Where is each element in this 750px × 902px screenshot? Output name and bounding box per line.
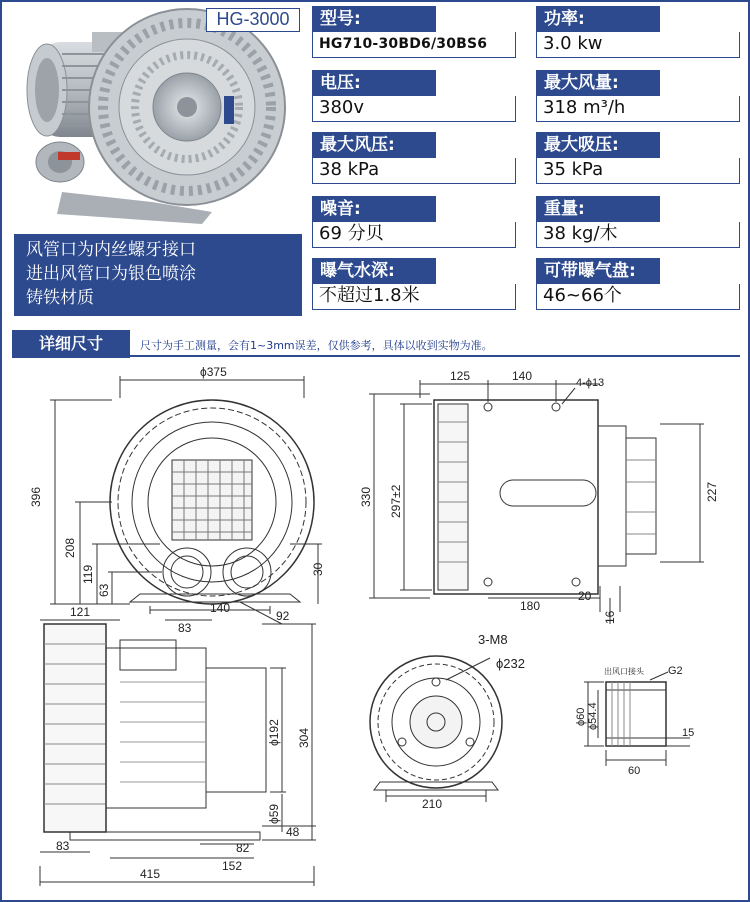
spec-noise (312, 196, 516, 248)
dim-text: 15 (682, 727, 695, 739)
dim-text: 297±2 (389, 484, 403, 518)
dim-text: 304 (297, 727, 311, 748)
dim-text: 20 (578, 589, 592, 603)
blower-illustration (2, 2, 300, 232)
spec-label: 最大吸压: (536, 132, 660, 158)
dim-text: 415 (140, 867, 161, 881)
spec-value: 38 kg/木 (536, 222, 740, 248)
spec-label: 噪音: (312, 196, 436, 222)
measurement-note: 尺寸为手工测量，会有1~3mm误差，仅供参考，具体以收到实物为准。 (140, 339, 493, 352)
spec-model (312, 6, 516, 58)
detail-divider (130, 355, 740, 357)
spec-aeration-depth (312, 258, 516, 310)
spec-label: 功率: (536, 6, 660, 32)
detail-header (2, 330, 748, 358)
description-line: 铸铁材质 (26, 288, 94, 308)
outlet-view (584, 672, 690, 766)
dim-text: 92 (276, 609, 290, 623)
dim-text: ϕ232 (496, 656, 525, 671)
dim-text: 82 (236, 841, 250, 855)
spec-label: 电压: (312, 70, 436, 96)
dim-text: 60 (628, 765, 641, 777)
spec-voltage (312, 70, 516, 122)
spec-label: 型号: (312, 6, 436, 32)
dim-text: ϕ192 (267, 719, 281, 746)
dim-text: 119 (81, 564, 95, 584)
model-tag: HG-3000 (206, 8, 300, 32)
spec-weight (536, 196, 740, 248)
dim-text: G2 (668, 665, 683, 677)
spec-value: 不超过1.8米 (312, 284, 516, 310)
spec-value: 380v (312, 96, 516, 122)
spec-value: HG710-30BD6/30BS6 (312, 32, 516, 58)
spec-max-airflow (536, 70, 740, 122)
dim-text: ϕ59 (267, 803, 281, 824)
spec-label: 曝气水深: (312, 258, 436, 284)
dim-text: 121 (70, 605, 91, 619)
dimension-drawings (0, 362, 750, 902)
spec-label: 可带曝气盘: (536, 258, 660, 284)
dim-text: 140 (512, 369, 533, 383)
description-line: 进出风管口为银色喷涂 (26, 264, 196, 284)
bottom-view (40, 624, 316, 886)
spec-max-pressure (312, 132, 516, 184)
front-view (40, 376, 322, 624)
description-line: 风管口为内丝螺牙接口 (26, 240, 196, 260)
spec-aeration-discs (536, 258, 740, 310)
spec-value: 35 kPa (536, 158, 740, 184)
spec-max-suction (536, 132, 740, 184)
dim-text: 208 (63, 537, 77, 558)
spec-label: 最大风量: (536, 70, 660, 96)
flange-view (370, 656, 502, 802)
dim-text: 3-M8 (478, 632, 508, 647)
spec-value: 46~66个 (536, 284, 740, 310)
dim-text: 210 (422, 797, 443, 811)
dim-text: 83 (56, 839, 70, 853)
spec-value: 69 分贝 (312, 222, 516, 248)
dim-text: 227 (705, 481, 719, 502)
spec-label: 重量: (536, 196, 660, 222)
dim-text: 4-ϕ13 (576, 377, 605, 389)
spec-value: 38 kPa (312, 158, 516, 184)
dim-text: 125 (450, 369, 471, 383)
dim-text: ϕ375 (200, 365, 227, 379)
dim-text: 48 (286, 825, 300, 839)
dim-text: ϕ60 (575, 707, 587, 726)
dim-text: 152 (222, 859, 243, 873)
dim-text: 16 (603, 610, 617, 624)
dim-text: ϕ54.4 (587, 702, 599, 730)
dim-text: 30 (311, 562, 325, 576)
detail-tab: 详细尺寸 (12, 330, 130, 358)
dim-text: 330 (359, 486, 373, 507)
dim-text: 出风口接头 (604, 667, 644, 676)
dim-text: 83 (178, 621, 192, 635)
dim-text: 396 (29, 486, 43, 507)
spec-value: 3.0 kw (536, 32, 740, 58)
dim-text: 63 (97, 583, 111, 597)
side-view (369, 380, 704, 624)
spec-value: 318 m³/h (536, 96, 740, 122)
dim-text: 140 (210, 601, 231, 615)
product-description (14, 234, 302, 316)
dim-text: 180 (520, 599, 541, 613)
product-photo (2, 2, 300, 320)
spec-power (536, 6, 740, 58)
spec-label: 最大风压: (312, 132, 436, 158)
